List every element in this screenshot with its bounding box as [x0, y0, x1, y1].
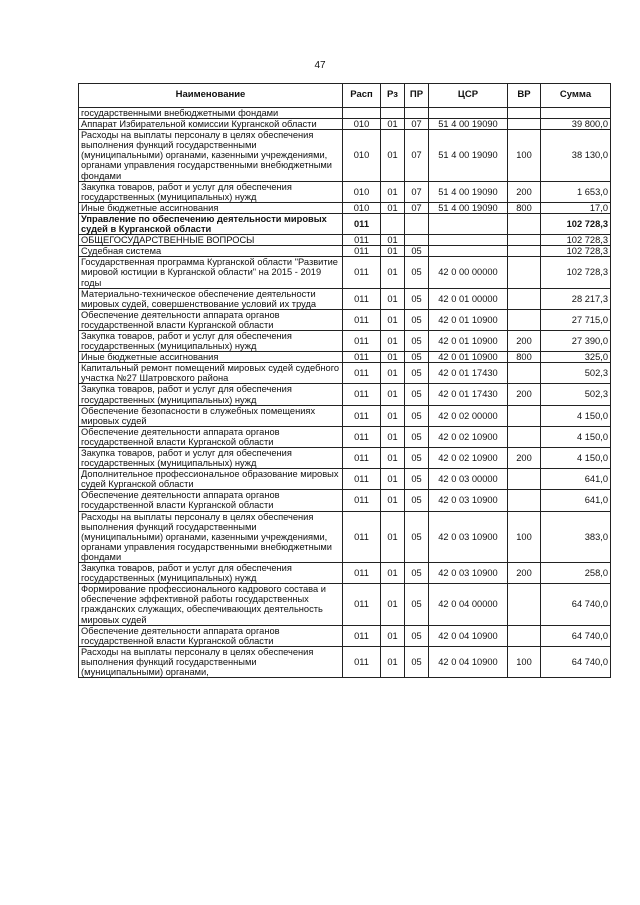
cell-pr: 05 [405, 405, 429, 426]
cell-rasp: 011 [343, 426, 381, 447]
cell-rz: 01 [381, 469, 405, 490]
cell-csr: 51 4 00 19090 [429, 130, 508, 181]
table-row [79, 625, 611, 646]
table-row [79, 202, 611, 213]
cell-pr: 05 [405, 352, 429, 363]
cell-csr: 42 0 03 10900 [429, 490, 508, 511]
table-row [79, 213, 611, 234]
cell-csr [429, 213, 508, 234]
cell-rasp: 011 [343, 363, 381, 384]
cell-csr [429, 246, 508, 257]
cell-vr: 100 [508, 511, 541, 562]
cell-csr: 42 0 01 00000 [429, 288, 508, 309]
cell-rz: 01 [381, 384, 405, 405]
cell-vr: 800 [508, 352, 541, 363]
cell-pr: 05 [405, 563, 429, 584]
cell-rz: 01 [381, 257, 405, 288]
cell-vr [508, 246, 541, 257]
cell-rz: 01 [381, 625, 405, 646]
cell-name: Иные бюджетные ассигнования [79, 352, 343, 363]
cell-csr: 42 0 01 10900 [429, 330, 508, 351]
cell-rasp: 011 [343, 384, 381, 405]
cell-csr: 42 0 02 00000 [429, 405, 508, 426]
cell-name: Обеспечение безопасности в служебных помещениях мировых судей [79, 405, 343, 426]
cell-pr: 05 [405, 625, 429, 646]
cell-sum: 502,3 [541, 384, 611, 405]
cell-rz: 01 [381, 511, 405, 562]
cell-vr [508, 213, 541, 234]
cell-sum: 17,0 [541, 202, 611, 213]
cell-name: Закупка товаров, работ и услуг для обеспечения государственных (муниципальных) нужд [79, 330, 343, 351]
cell-csr: 42 0 04 10900 [429, 646, 508, 677]
cell-vr [508, 426, 541, 447]
table-header-row [79, 84, 611, 108]
cell-sum: 325,0 [541, 352, 611, 363]
cell-vr: 100 [508, 130, 541, 181]
cell-csr: 42 0 01 17430 [429, 384, 508, 405]
cell-sum: 4 150,0 [541, 448, 611, 469]
table-row [79, 352, 611, 363]
page-number: 47 [314, 60, 326, 71]
table-row [79, 363, 611, 384]
table-row [79, 426, 611, 447]
cell-pr: 07 [405, 202, 429, 213]
cell-csr: 42 0 04 00000 [429, 584, 508, 625]
cell-vr [508, 490, 541, 511]
cell-csr: 42 0 02 10900 [429, 448, 508, 469]
cell-sum: 28 217,3 [541, 288, 611, 309]
cell-name: Аппарат Избирательной комиссии Курганской области [79, 119, 343, 130]
cell-sum: 38 130,0 [541, 130, 611, 181]
cell-vr [508, 309, 541, 330]
cell-sum [541, 108, 611, 119]
cell-name: Расходы на выплаты персоналу в целях обеспечения выполнения функций государственными (муниципальными) органами, [79, 646, 343, 677]
cell-vr: 200 [508, 448, 541, 469]
cell-csr: 42 0 01 10900 [429, 309, 508, 330]
cell-vr [508, 119, 541, 130]
cell-csr: 51 4 00 19090 [429, 181, 508, 202]
table-row [79, 490, 611, 511]
table-row [79, 309, 611, 330]
cell-rasp: 011 [343, 448, 381, 469]
cell-name: Дополнительное профессиональное образование мировых судей Курганской области [79, 469, 343, 490]
cell-vr [508, 584, 541, 625]
cell-sum: 4 150,0 [541, 426, 611, 447]
cell-sum: 641,0 [541, 490, 611, 511]
cell-rz: 01 [381, 309, 405, 330]
cell-rasp: 011 [343, 330, 381, 351]
cell-name: Материально-техническое обеспечение деятельности мировых судей, совершенствование условий их труда [79, 288, 343, 309]
cell-sum: 258,0 [541, 563, 611, 584]
table-row [79, 646, 611, 677]
cell-rasp: 011 [343, 352, 381, 363]
cell-rz: 01 [381, 246, 405, 257]
cell-vr [508, 363, 541, 384]
cell-csr: 42 0 03 10900 [429, 563, 508, 584]
cell-name: государственными внебюджетными фондами [79, 108, 343, 119]
table-row [79, 119, 611, 130]
cell-sum: 27 715,0 [541, 309, 611, 330]
cell-csr: 42 0 01 17430 [429, 363, 508, 384]
cell-sum: 27 390,0 [541, 330, 611, 351]
cell-name: Закупка товаров, работ и услуг для обеспечения государственных (муниципальных) нужд [79, 563, 343, 584]
cell-csr: 51 4 00 19090 [429, 119, 508, 130]
cell-pr: 05 [405, 646, 429, 677]
cell-rz: 01 [381, 119, 405, 130]
cell-pr: 05 [405, 363, 429, 384]
cell-vr: 100 [508, 646, 541, 677]
cell-pr: 05 [405, 288, 429, 309]
cell-sum: 102 728,3 [541, 235, 611, 246]
cell-rz: 01 [381, 490, 405, 511]
cell-vr [508, 288, 541, 309]
cell-rasp: 011 [343, 213, 381, 234]
cell-rasp: 010 [343, 181, 381, 202]
cell-pr [405, 235, 429, 246]
cell-pr: 05 [405, 469, 429, 490]
table-row [79, 563, 611, 584]
cell-name: Обеспечение деятельности аппарата органов государственной власти Курганской области [79, 625, 343, 646]
cell-rasp: 010 [343, 202, 381, 213]
cell-name: Формирование профессионального кадрового состава и обеспечение эффективной работы государственных гражданских служащих, обеспечивающих деятельность мировых судей [79, 584, 343, 625]
cell-pr: 05 [405, 426, 429, 447]
table-row [79, 181, 611, 202]
cell-rz: 01 [381, 352, 405, 363]
cell-name: Обеспечение деятельности аппарата органов государственной власти Курганской области [79, 426, 343, 447]
cell-rasp: 011 [343, 625, 381, 646]
cell-sum: 64 740,0 [541, 646, 611, 677]
cell-sum: 39 800,0 [541, 119, 611, 130]
cell-vr [508, 405, 541, 426]
cell-pr: 05 [405, 448, 429, 469]
cell-pr: 05 [405, 511, 429, 562]
cell-rasp: 011 [343, 646, 381, 677]
cell-rasp: 011 [343, 584, 381, 625]
cell-csr: 42 0 04 10900 [429, 625, 508, 646]
cell-csr: 42 0 03 10900 [429, 511, 508, 562]
cell-sum: 4 150,0 [541, 405, 611, 426]
cell-csr: 42 0 00 00000 [429, 257, 508, 288]
cell-pr: 05 [405, 490, 429, 511]
cell-rasp: 010 [343, 119, 381, 130]
cell-pr: 05 [405, 384, 429, 405]
cell-name: Обеспечение деятельности аппарата органов государственной власти Курганской области [79, 490, 343, 511]
budget-table [78, 83, 611, 678]
table-row [79, 448, 611, 469]
cell-rz: 01 [381, 288, 405, 309]
header-vr: ВР [508, 84, 541, 108]
cell-rz: 01 [381, 405, 405, 426]
cell-rasp: 010 [343, 130, 381, 181]
table-row [79, 246, 611, 257]
cell-csr [429, 235, 508, 246]
cell-rz: 01 [381, 330, 405, 351]
cell-csr [429, 108, 508, 119]
cell-pr: 05 [405, 257, 429, 288]
header-name: Наименование [79, 84, 343, 108]
cell-name: Закупка товаров, работ и услуг для обеспечения государственных (муниципальных) нужд [79, 384, 343, 405]
cell-rz: 01 [381, 130, 405, 181]
cell-rz [381, 213, 405, 234]
cell-rasp: 011 [343, 288, 381, 309]
cell-rz: 01 [381, 202, 405, 213]
cell-rasp: 011 [343, 469, 381, 490]
table-row [79, 384, 611, 405]
header-rasp: Расп [343, 84, 381, 108]
table-row [79, 469, 611, 490]
table-row [79, 330, 611, 351]
table-row [79, 257, 611, 288]
table-body [79, 108, 611, 678]
cell-rz: 01 [381, 363, 405, 384]
cell-rz: 01 [381, 426, 405, 447]
cell-rasp: 011 [343, 511, 381, 562]
cell-name: Капитальный ремонт помещений мировых судей судебного участка №27 Шатровского района [79, 363, 343, 384]
cell-sum: 102 728,3 [541, 246, 611, 257]
cell-name: ОБЩЕГОСУДАРСТВЕННЫЕ ВОПРОСЫ [79, 235, 343, 246]
cell-name: Обеспечение деятельности аппарата органов государственной власти Курганской области [79, 309, 343, 330]
cell-csr: 42 0 03 00000 [429, 469, 508, 490]
cell-pr: 05 [405, 584, 429, 625]
cell-sum: 64 740,0 [541, 625, 611, 646]
table-row [79, 235, 611, 246]
cell-rz: 01 [381, 235, 405, 246]
cell-pr: 05 [405, 309, 429, 330]
cell-vr: 800 [508, 202, 541, 213]
cell-sum: 383,0 [541, 511, 611, 562]
table-row [79, 405, 611, 426]
cell-vr: 200 [508, 384, 541, 405]
cell-sum: 502,3 [541, 363, 611, 384]
cell-name: Расходы на выплаты персоналу в целях обеспечения выполнения функций государственными (муниципальными) органами, казенными учреждениями, органами управления государственными внебюджетными фондами [79, 511, 343, 562]
cell-sum: 641,0 [541, 469, 611, 490]
cell-vr [508, 257, 541, 288]
cell-rz: 01 [381, 563, 405, 584]
cell-name: Судебная система [79, 246, 343, 257]
cell-name: Закупка товаров, работ и услуг для обеспечения государственных (муниципальных) нужд [79, 448, 343, 469]
cell-sum: 102 728,3 [541, 213, 611, 234]
cell-csr: 42 0 02 10900 [429, 426, 508, 447]
header-sum: Сумма [541, 84, 611, 108]
cell-rasp: 011 [343, 405, 381, 426]
table-row [79, 288, 611, 309]
cell-csr: 51 4 00 19090 [429, 202, 508, 213]
cell-rasp [343, 108, 381, 119]
cell-pr: 05 [405, 330, 429, 351]
cell-name: Государственная программа Курганской области "Развитие мировой юстиции в Курганской области" на 2015 - 2019 годы [79, 257, 343, 288]
cell-name: Закупка товаров, работ и услуг для обеспечения государственных (муниципальных) нужд [79, 181, 343, 202]
cell-vr [508, 625, 541, 646]
cell-rz [381, 108, 405, 119]
cell-pr: 07 [405, 130, 429, 181]
cell-rz: 01 [381, 584, 405, 625]
table-row [79, 130, 611, 181]
cell-vr [508, 469, 541, 490]
cell-sum: 64 740,0 [541, 584, 611, 625]
cell-sum: 1 653,0 [541, 181, 611, 202]
cell-rz: 01 [381, 181, 405, 202]
table-row [79, 108, 611, 119]
table-row [79, 584, 611, 625]
header-csr: ЦСР [429, 84, 508, 108]
cell-vr: 200 [508, 330, 541, 351]
cell-rasp: 011 [343, 563, 381, 584]
cell-sum: 102 728,3 [541, 257, 611, 288]
cell-csr: 42 0 01 10900 [429, 352, 508, 363]
cell-rasp: 011 [343, 257, 381, 288]
cell-pr [405, 213, 429, 234]
cell-rasp: 011 [343, 246, 381, 257]
cell-pr [405, 108, 429, 119]
cell-pr: 07 [405, 181, 429, 202]
cell-vr: 200 [508, 563, 541, 584]
header-pr: ПР [405, 84, 429, 108]
cell-pr: 07 [405, 119, 429, 130]
cell-name: Расходы на выплаты персоналу в целях обеспечения выполнения функций государственными (муниципальными) органами, казенными учреждениями, органами управления государственными внебюджетными фондами [79, 130, 343, 181]
header-rz: Рз [381, 84, 405, 108]
cell-vr [508, 108, 541, 119]
cell-name: Иные бюджетные ассигнования [79, 202, 343, 213]
cell-rz: 01 [381, 448, 405, 469]
cell-pr: 05 [405, 246, 429, 257]
cell-name: Управление по обеспечению деятельности мировых судей в Курганской области [79, 213, 343, 234]
cell-rasp: 011 [343, 490, 381, 511]
table-row [79, 511, 611, 562]
cell-rz: 01 [381, 646, 405, 677]
cell-vr: 200 [508, 181, 541, 202]
cell-rasp: 011 [343, 309, 381, 330]
cell-rasp: 011 [343, 235, 381, 246]
cell-vr [508, 235, 541, 246]
